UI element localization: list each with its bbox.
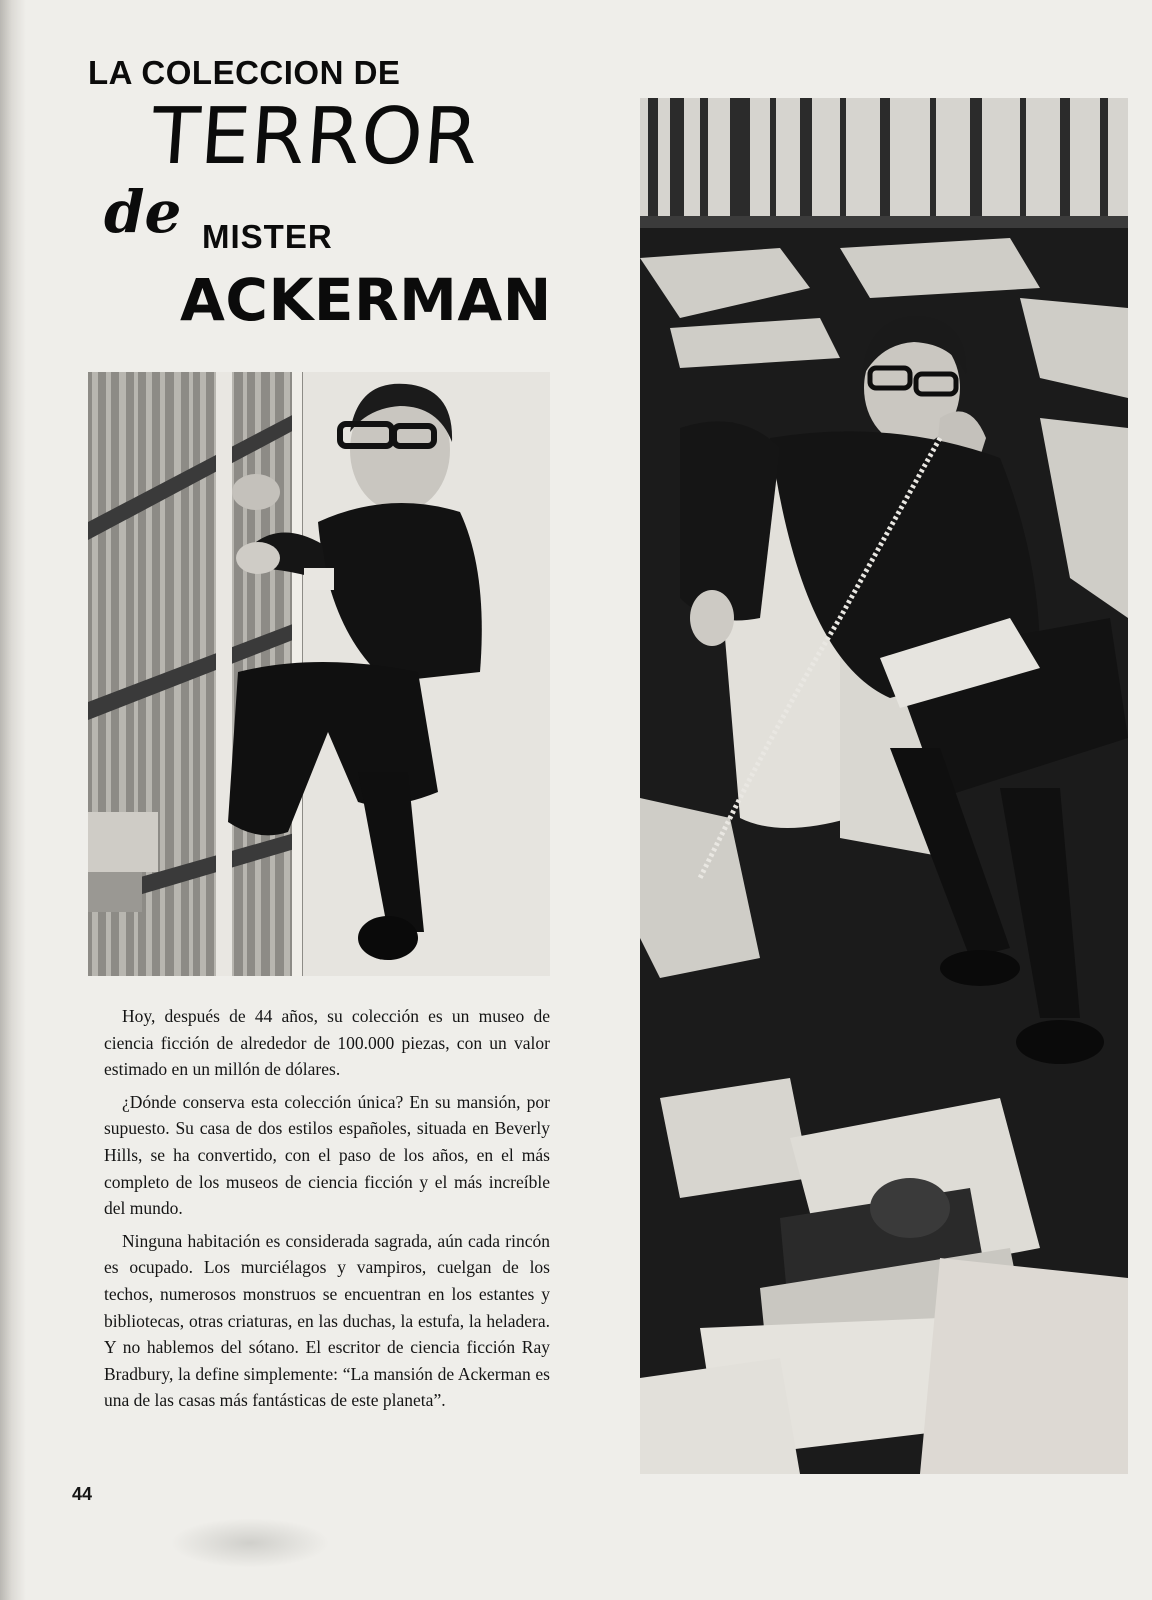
headline-mister: MISTER (202, 218, 333, 255)
article-paragraph: Ninguna habitación es considerada sagrada, aún cada rincón es ocupado. Los murciélagos y vampiros, cuelgan de los techos, numerosos monstruos se encuentran en los estantes y bibliotecas, otras criaturas, en las duchas, la estufa, la heladera. Y no hablemos del sótano. El escritor de ciencia ficción Ray Bradbury, la define simplemente: “La mansión de Ackerman es una de las casas más fantásticas de este planeta”. (104, 1230, 550, 1411)
bookshelf-top-graphic (640, 98, 1128, 228)
photo-right-image (640, 98, 1128, 1474)
article-paragraph: ¿Dónde conserva esta colección única? En su mansión, por supuesto. Su casa de dos estilos españoles, situada en Beverly Hills, se ha convertido, con el paso de los años, en el más completo de los museos de ciencia ficción y el más increíble del mundo. (104, 1091, 550, 1219)
article-paragraph: Hoy, después de 44 años, su colección es un museo de ciencia ficción de alrededor de 100.000 piezas, con un valor estimado en un millón de dólares. (104, 1006, 550, 1080)
binding-shadow (0, 0, 26, 1600)
headline-terror: TERROR (148, 92, 483, 182)
paper-smudge (170, 1518, 330, 1568)
headline-ackerman: ACKERMAN (180, 266, 552, 334)
page-number: 44 (72, 1484, 93, 1504)
headline-de: de (104, 178, 182, 246)
photo-left-image (88, 372, 550, 976)
photo-ackerman-at-shelves (88, 372, 550, 976)
photo-ackerman-on-phone (640, 98, 1128, 1474)
headline-line1: LA COLECCION DE (88, 54, 401, 91)
article-body (104, 1003, 550, 1420)
